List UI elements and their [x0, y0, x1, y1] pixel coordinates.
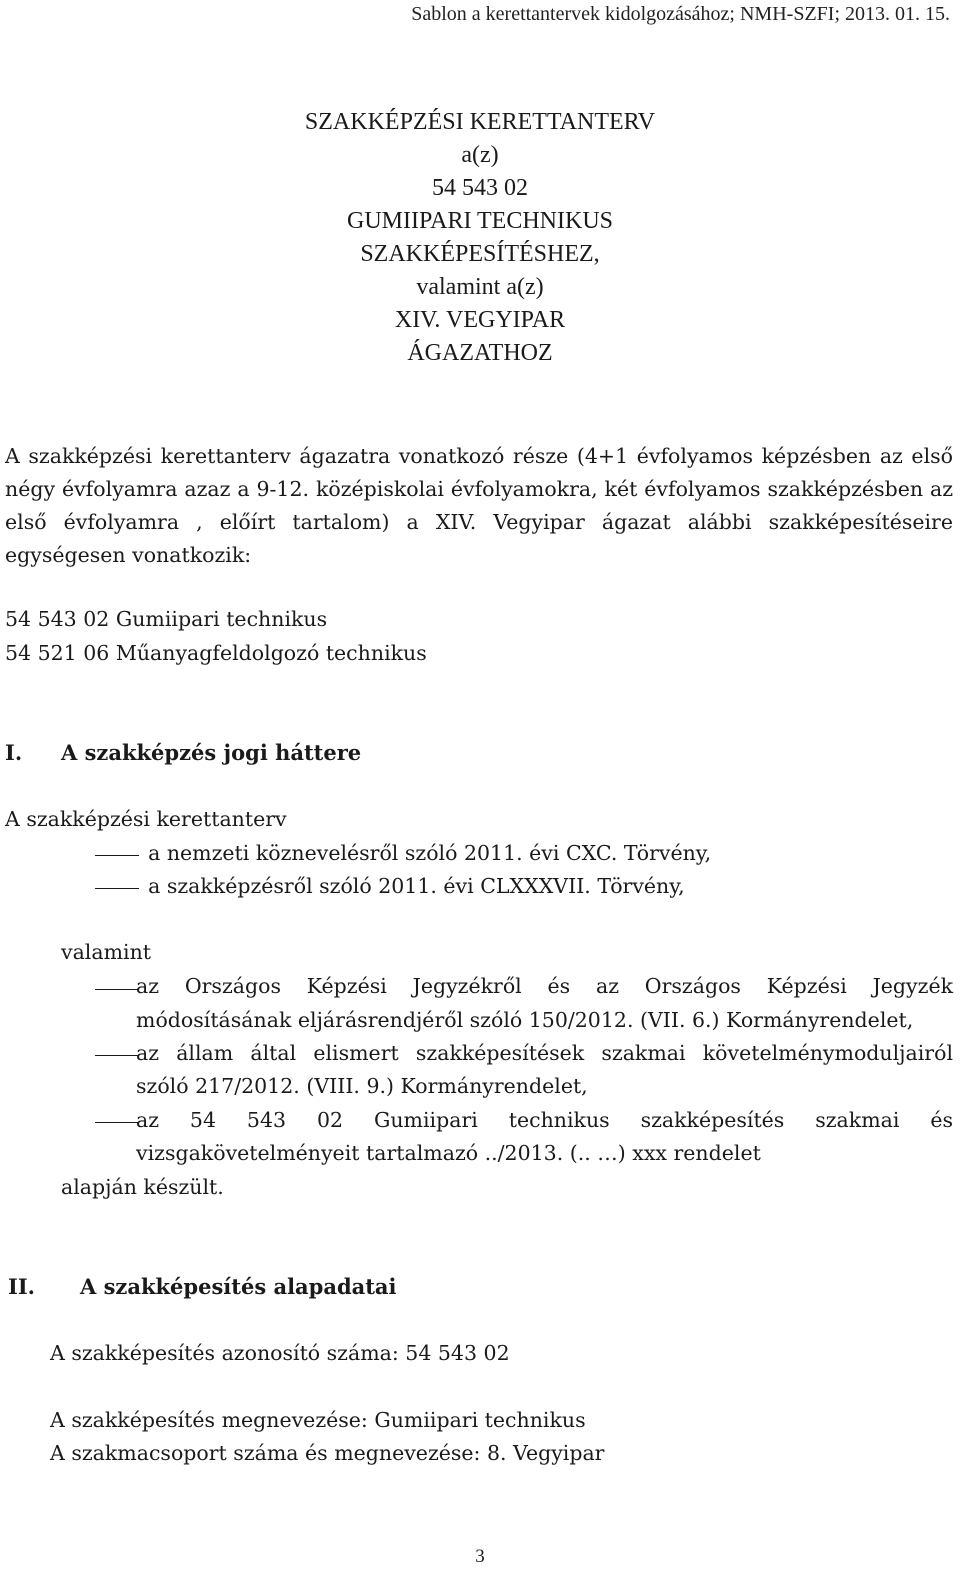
qualification-item: 54 521 06 Műanyagfeldolgozó technikus: [5, 641, 427, 665]
dash-bullet: [95, 989, 139, 990]
dash-bullet: [95, 855, 139, 856]
also-label: valamint: [61, 940, 152, 964]
section-title: A szakképesítés alapadatai: [80, 1274, 397, 1299]
law-text: a szakképzésről szóló 2011. évi CLXXXVII. Törvény,: [148, 874, 685, 898]
section-title: A szakképzés jogi háttere: [61, 740, 362, 765]
regulation-line: az állam által elismert szakképesítések szakmai követelménymoduljairól: [136, 1041, 953, 1065]
law-item: [95, 874, 685, 898]
intro-paragraph: A szakképzési kerettanterv ágazatra vonatkozó része (4+1 évfolyamos képzésben az első négy évfolyamra azaz a 9-12. középiskolai évfolyamokra, két évfolyamos szakképzésben az első évfolyamra , előírt tartalom) a XIV. Vegyipar ágazat alábbi szakképesítéseire egységesen vonatkozik:: [5, 444, 953, 567]
title-line: a(z): [461, 142, 499, 168]
title-line: valamint a(z): [416, 274, 544, 300]
regulation-line: módosításának eljárásrendjéről szóló 150/2012. (VII. 6.) Kormányrendelet,: [136, 1008, 914, 1032]
regulation-line: az Országos Képzési Jegyzékről és az Országos Képzési Jegyzék: [136, 974, 953, 998]
qualification-id: A szakképesítés azonosító száma: 54 543 02: [50, 1341, 510, 1365]
dash-bullet: [95, 1122, 139, 1123]
law-text: a nemzeti köznevelésről szóló 2011. évi CXC. Törvény,: [148, 841, 712, 865]
title-line: SZAKKÉPZÉSI KERETTANTERV: [304, 109, 656, 135]
law-item: [95, 841, 711, 865]
page-number: 3: [475, 1546, 485, 1567]
title-line: SZAKKÉPESÍTÉSHEZ,: [360, 241, 600, 267]
qualification-group: A szakmacsoport száma és megnevezése: 8. Vegyipar: [50, 1441, 605, 1465]
dash-bullet: [95, 1055, 139, 1056]
dash-bullet: [95, 888, 139, 889]
section-number: I.: [5, 740, 23, 765]
section-number: II.: [8, 1274, 35, 1299]
title-line: XIV. VEGYIPAR: [394, 307, 566, 333]
qualification-name: A szakképesítés megnevezése: Gumiipari technikus: [50, 1408, 586, 1432]
legal-lead: A szakképzési kerettanterv: [5, 807, 287, 831]
regulation-line: az 54 543 02 Gumiipari technikus szakképesítés szakmai és: [136, 1108, 953, 1132]
header-note: Sablon a kerettantervek kidolgozásához; NMH-SZFI; 2013. 01. 15.: [411, 3, 950, 25]
regulation-line: szóló 217/2012. (VIII. 9.) Kormányrendelet,: [136, 1074, 588, 1098]
document-title: [0, 106, 960, 370]
title-line: 54 543 02: [432, 175, 528, 201]
regulation-line: vizsgakövetelményeit tartalmazó ../2013. (.. …) xxx rendelet: [136, 1141, 761, 1165]
title-line: GUMIIPARI TECHNIKUS: [346, 208, 614, 234]
qualification-item: 54 543 02 Gumiipari technikus: [5, 607, 328, 631]
closing-text: alapján készült.: [61, 1175, 224, 1199]
title-line: ÁGAZATHOZ: [407, 340, 553, 366]
